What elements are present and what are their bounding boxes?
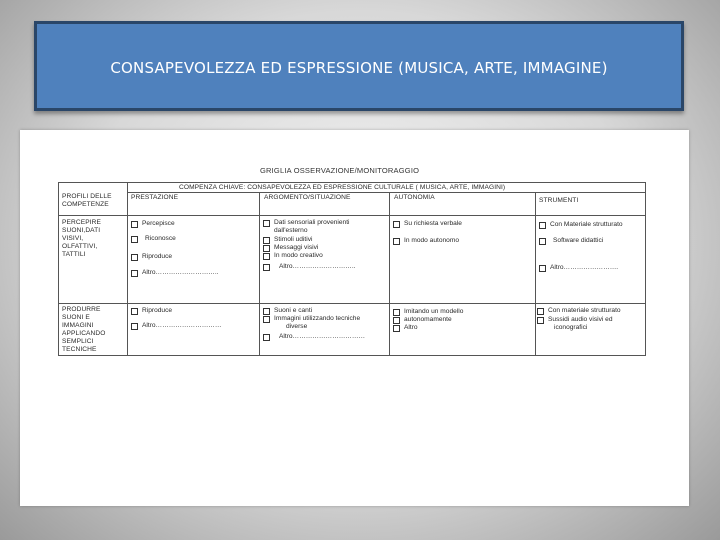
checkbox-item[interactable]: Suoni e canti: [263, 307, 312, 315]
checkbox-item[interactable]: Altro……………………………: [263, 333, 365, 341]
grid-line: [389, 192, 390, 355]
checkbox-item[interactable]: Altro…………………….: [539, 264, 618, 272]
checkbox[interactable]: [539, 238, 546, 245]
checkbox-item[interactable]: Altro…………………………: [131, 322, 222, 330]
checkbox-item[interactable]: Percepisce: [131, 220, 175, 228]
checkbox[interactable]: [263, 237, 270, 244]
checkbox-item[interactable]: Messaggi visivi: [263, 244, 318, 252]
checkbox-item[interactable]: Altro………………………..: [263, 263, 356, 271]
checkbox-item[interactable]: Riproduce: [131, 253, 172, 261]
checkbox-item[interactable]: Con Materiale strutturato: [539, 221, 623, 229]
checkbox[interactable]: [263, 264, 270, 271]
checkbox-item[interactable]: Su richiesta verbale: [393, 220, 462, 228]
grid-line: [59, 215, 645, 216]
checkbox[interactable]: [393, 309, 400, 316]
grid-line: [535, 192, 536, 355]
checkbox[interactable]: [263, 253, 270, 260]
checkbox-item[interactable]: In modo autonomo: [393, 237, 459, 245]
grid-line: [259, 192, 260, 355]
key-competence-header: COMPENZA CHIAVE: CONSAPEVOLEZZA ED ESPRESSIONE CULTURALE ( MUSICA, ARTE, IMMAGINI): [179, 184, 506, 191]
checkbox[interactable]: [393, 317, 400, 324]
checkbox-item[interactable]: Sussidi audio visivi ed iconografici: [537, 316, 613, 332]
grid-line: [127, 183, 128, 355]
grid-line: [127, 192, 645, 193]
checkbox[interactable]: [131, 323, 138, 330]
checkbox-item[interactable]: autonomamente: [393, 316, 452, 324]
document-heading: GRIGLIA OSSERVAZIONE/MONITORAGGIO: [260, 166, 420, 175]
checkbox[interactable]: [393, 325, 400, 332]
checkbox[interactable]: [263, 334, 270, 341]
checkbox[interactable]: [263, 245, 270, 252]
checkbox-item[interactable]: Immagini utilizzando tecniche diverse: [263, 315, 360, 331]
checkbox-item[interactable]: Stimoli uditivi: [263, 236, 312, 244]
row-2-profile: PRODURRE SUONI E IMMAGINI APPLICANDO SEMPLICI TECNICHE: [62, 306, 106, 353]
column-header-strumenti: STRUMENTI: [539, 197, 579, 204]
checkbox-item[interactable]: Imitando un modello: [393, 308, 463, 316]
checkbox-item[interactable]: Software didattici: [539, 237, 603, 245]
row-1-profile: PERCEPIRE SUONI,DATI VISIVI, OLFATTIVI, TATTILI: [62, 219, 102, 258]
checkbox-item[interactable]: Altro………………………..: [131, 269, 219, 277]
checkbox[interactable]: [263, 308, 270, 315]
slide-title-box: [34, 21, 684, 111]
checkbox[interactable]: [131, 236, 138, 243]
checkbox-item[interactable]: Riproduce: [131, 307, 172, 315]
checkbox[interactable]: [131, 308, 138, 315]
column-header-argomento: ARGOMENTO/SITUAZIONE: [264, 194, 351, 201]
checkbox[interactable]: [131, 221, 138, 228]
observation-grid: [58, 182, 646, 356]
checkbox[interactable]: [131, 254, 138, 261]
checkbox[interactable]: [537, 317, 544, 324]
checkbox[interactable]: [263, 220, 270, 227]
grid-line: [59, 303, 645, 304]
checkbox[interactable]: [393, 238, 400, 245]
checkbox[interactable]: [539, 222, 546, 229]
checkbox[interactable]: [393, 221, 400, 228]
checkbox[interactable]: [539, 265, 546, 272]
checkbox-item[interactable]: Riconosce: [131, 235, 176, 243]
checkbox-item[interactable]: Con materiale strutturato: [537, 307, 621, 315]
slide-title: CONSAPEVOLEZZA ED ESPRESSIONE (MUSICA, ARTE, IMMAGINE): [110, 59, 608, 77]
checkbox[interactable]: [263, 316, 270, 323]
column-header-autonomia: AUTONOMIA: [394, 194, 435, 201]
checkbox-item[interactable]: Altro: [393, 324, 418, 332]
checkbox[interactable]: [537, 308, 544, 315]
checkbox-item[interactable]: In modo creativo: [263, 252, 323, 260]
column-header-profili: PROFILI DELLE COMPETENZE: [62, 193, 112, 208]
checkbox-item[interactable]: Dati sensoriali provenienti dall'esterno: [263, 219, 350, 235]
scanned-document: [20, 130, 689, 506]
checkbox[interactable]: [131, 270, 138, 277]
column-header-prestazione: PRESTAZIONE: [131, 194, 179, 201]
